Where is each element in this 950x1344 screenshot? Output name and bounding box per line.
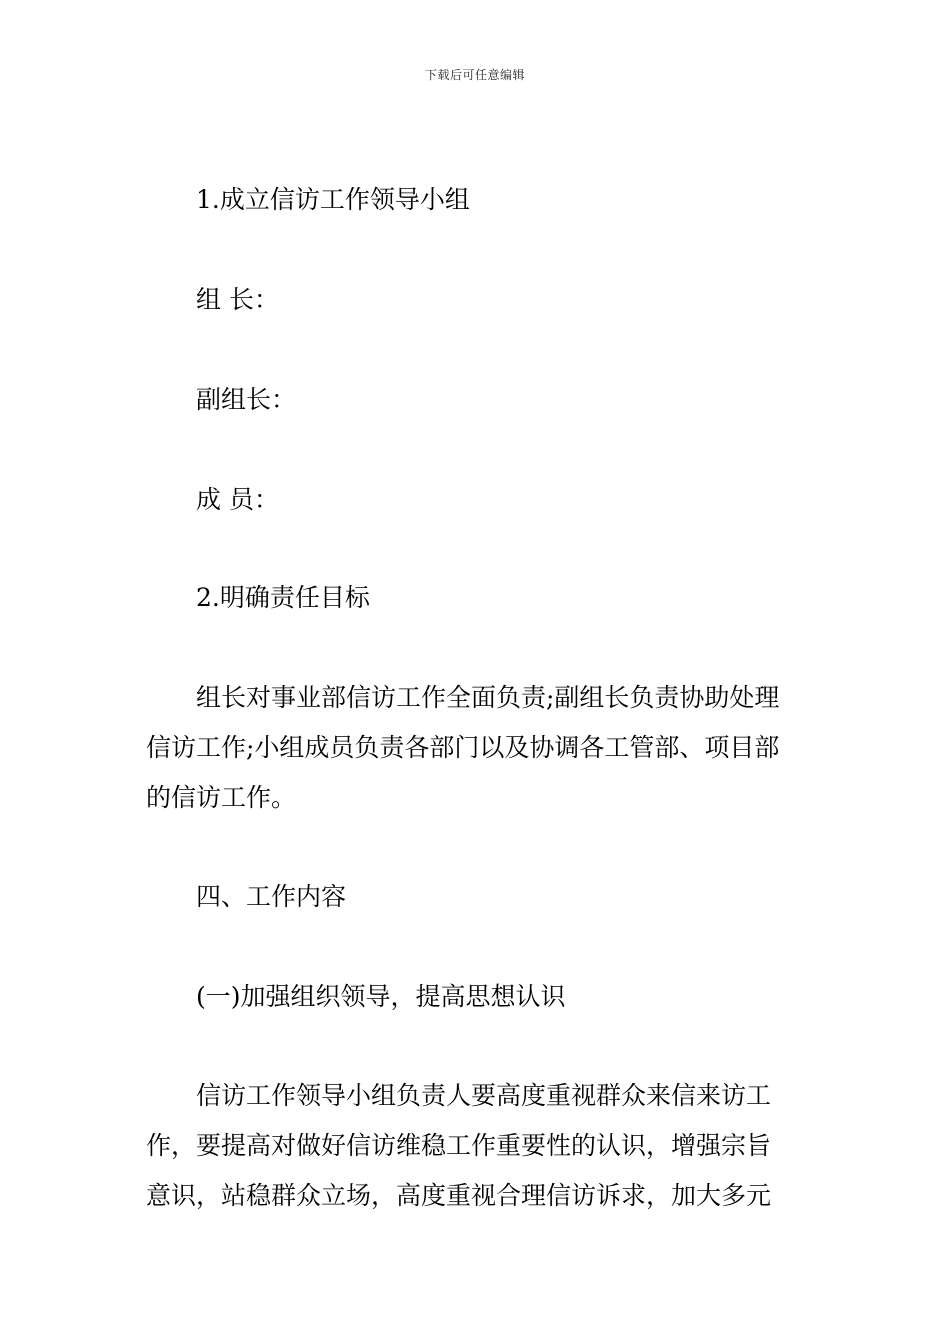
members-line: 成 员：	[196, 485, 279, 514]
section-heading-work-content: 四、工作内容	[196, 882, 347, 911]
subsection-heading-organization: (一)加强组织领导，提高思想认识	[196, 982, 566, 1011]
group-leader-line: 组 长：	[196, 285, 279, 314]
item-establish-group: 1.成立信访工作领导小组	[196, 185, 470, 214]
responsibility-line-2: 信访工作;小组成员负责各部门以及协调各工管部、项目部	[146, 733, 780, 762]
organization-line-1: 信访工作领导小组负责人要高度重视群众来信来访工	[196, 1081, 772, 1110]
responsibility-line-1: 组长对事业部信访工作全面负责;副组长负责协助处理	[196, 683, 780, 712]
responsibility-line-3: 的信访工作。	[146, 783, 297, 812]
organization-line-3: 意识，站稳群众立场，高度重视合理信访诉求，加大多元	[146, 1181, 772, 1210]
deputy-leader-line: 副组长：	[196, 385, 297, 414]
page-header: 下载后可任意编辑	[424, 68, 525, 82]
item-responsibility-target: 2.明确责任目标	[196, 583, 370, 612]
organization-line-2: 作，要提高对做好信访维稳工作重要性的认识，增强宗旨	[146, 1131, 772, 1160]
